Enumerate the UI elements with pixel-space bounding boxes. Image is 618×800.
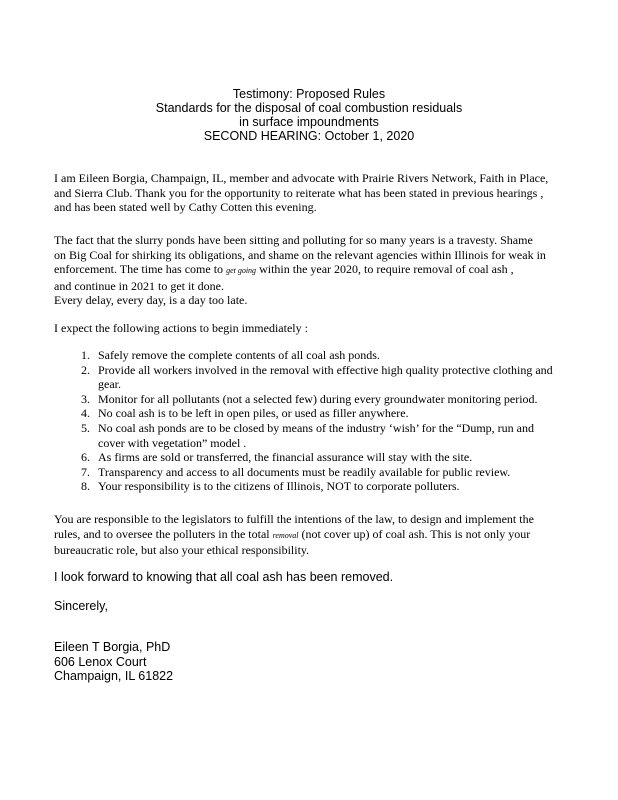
header-title: Testimony: Proposed Rules	[232, 87, 386, 101]
get-going-text: get going	[226, 266, 257, 275]
responsibility-line: You are responsible to the legislators to fulfill the intentions of the law, to design and implement the	[54, 512, 534, 526]
travesty-line: enforcement. The time has come to get going within the year 2020, to require removal of coal ash ,	[54, 262, 514, 276]
travesty-line: The fact that the slurry ponds have been sitting and polluting for so many years is a travesty. Shame	[54, 233, 533, 247]
actions-list	[54, 348, 554, 494]
intro-paragraph	[54, 171, 554, 215]
document-header	[0, 87, 618, 143]
signature-street: 606 Lenox Court	[54, 654, 147, 669]
expect-paragraph: I expect the following actions to begin immediately :	[54, 321, 308, 335]
header-subtitle-cont: in surface impoundments	[239, 115, 379, 129]
list-item: 4. No coal ash is to be left in open piles, or used as filler anywhere.	[81, 406, 409, 421]
intro-line: and has been stated well by Cathy Cotten this evening.	[54, 200, 317, 214]
list-item: 1. Safely remove the complete contents of all coal ash ponds.	[81, 348, 380, 362]
header-subtitle: Standards for the disposal of coal combustion residuals	[155, 101, 463, 115]
signature-city: Champaign, IL 61822	[54, 669, 174, 683]
header-hearing-date: SECOND HEARING: October 1, 2020	[203, 129, 415, 143]
sincerely-text: Sincerely,	[54, 599, 108, 613]
signature-block	[54, 640, 173, 684]
intro-line: and Sierra Club. Thank you for the opportunity to reiterate what has been stated in previous hearings ,	[54, 185, 544, 200]
travesty-paragraph	[54, 233, 554, 308]
list-item: 3. Monitor for all pollutants (not a selected few) during every groundwater monitoring period.	[81, 391, 538, 406]
list-item: 2. Provide all workers involved in the removal with effective high quality protective clothing and gear.	[81, 362, 553, 392]
look-forward-text: I look forward to knowing that all coal ash has been removed.	[54, 570, 394, 584]
travesty-line: Every delay, every day, is a day too late.	[54, 293, 248, 307]
responsibility-paragraph	[54, 512, 554, 558]
travesty-line: on Big Coal for shirking its obligations, and shame on the relevant agencies within Illinois for weak in	[54, 247, 546, 262]
intro-line: I am Eileen Borgia, Champaign, IL, member and advocate with Prairie Rivers Network, Faith in Place,	[54, 171, 549, 185]
travesty-line: and continue in 2021 to get it done.	[54, 278, 224, 293]
list-item: 5. No coal ash ponds are to be closed by means of the industry ‘wish’ for the “Dump, run and cover with vegetation” model .	[81, 420, 535, 450]
list-item: 7. Transparency and access to all documents must be readily available for public review.	[81, 464, 511, 479]
signature-name: Eileen T Borgia, PhD	[54, 640, 171, 654]
list-item: 6. As firms are sold or transferred, the financial assurance will stay with the site.	[81, 450, 473, 465]
removal-text: removal	[272, 530, 299, 540]
responsibility-line: bureaucratic role, but also your ethical responsibility.	[54, 543, 310, 557]
responsibility-line: rules, and to oversee the polluters in the total removal (not cover up) of coal ash. This is not only your	[54, 526, 531, 541]
list-item: 8. Your responsibility is to the citizens of Illinois, NOT to corporate polluters.	[81, 479, 460, 494]
